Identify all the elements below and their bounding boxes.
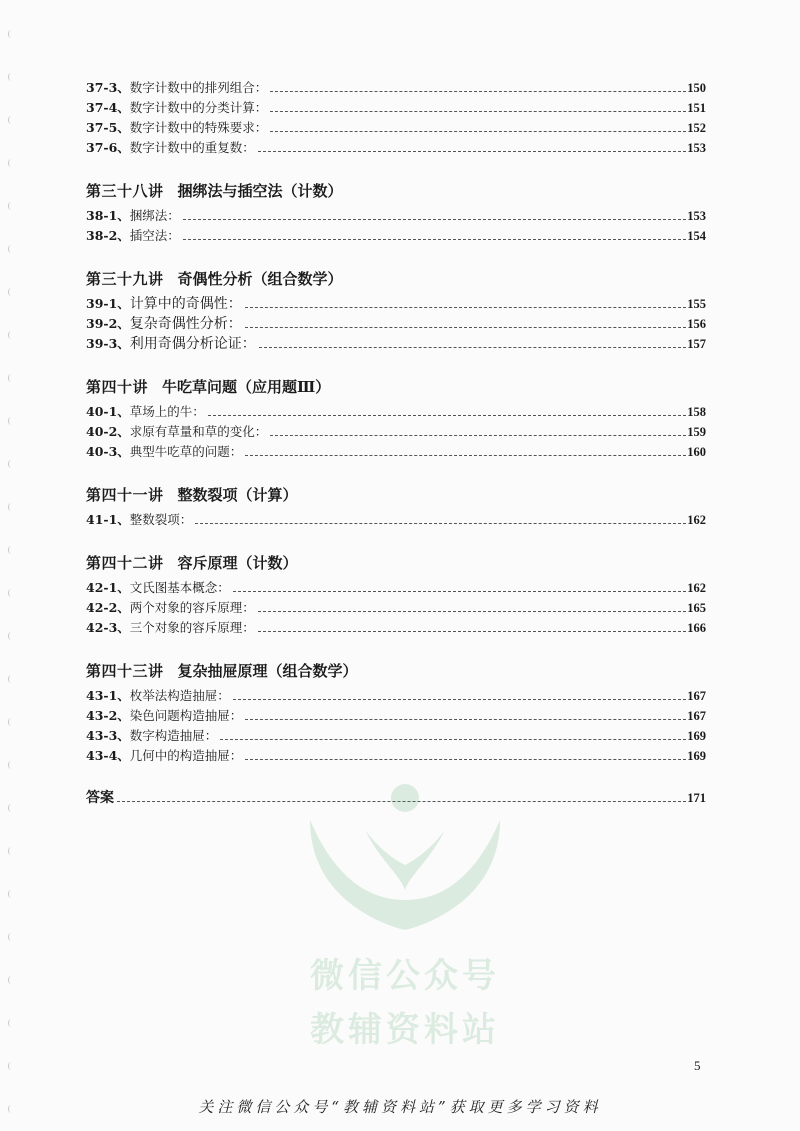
entry-page-number: 152	[687, 121, 706, 135]
toc-entry[interactable]	[86, 98, 706, 118]
toc-entry[interactable]	[86, 726, 706, 746]
entry-number: 43-3、	[86, 728, 130, 743]
entry-number: 43-2、	[86, 708, 130, 723]
toc-entry[interactable]	[86, 78, 706, 98]
toc-entry[interactable]	[86, 206, 706, 226]
entry-number: 41-1、	[86, 512, 130, 527]
toc-section	[86, 78, 706, 158]
entry-number: 39-2、	[86, 316, 130, 331]
binding-hole	[8, 1062, 14, 1070]
binding-hole	[8, 73, 14, 81]
answers-label: 答案	[86, 790, 114, 806]
entry-page-number: 150	[687, 81, 706, 95]
entry-page-number: 153	[687, 141, 706, 155]
entry-page-number: 167	[687, 709, 706, 723]
lecture-heading[interactable]	[86, 550, 706, 576]
entry-title: 染色问题构造抽屉：	[129, 708, 243, 723]
entry-page-number: 158	[687, 405, 706, 419]
lecture-heading[interactable]	[86, 658, 706, 684]
lecture-number: 第三十九讲	[86, 270, 164, 288]
dot-leader	[208, 415, 686, 416]
lecture-title: 奇偶性分析（组合数学）	[177, 270, 343, 288]
dot-leader	[183, 219, 686, 220]
entry-page-number: 169	[687, 729, 706, 743]
binding-hole	[8, 374, 14, 382]
entry-number: 38-2、	[86, 228, 130, 243]
binding-hole	[8, 331, 14, 339]
entry-title: 三个对象的容斥原理：	[129, 620, 255, 635]
toc-entry[interactable]	[86, 422, 706, 442]
answers-page-number: 171	[687, 791, 706, 805]
dot-leader	[195, 523, 686, 524]
lecture-number: 第四十一讲	[86, 486, 164, 504]
binding-hole	[8, 847, 14, 855]
lecture-heading[interactable]	[86, 178, 706, 204]
page-number: 5	[694, 1058, 701, 1073]
watermark-line-1: 微信公众号	[310, 956, 500, 996]
binding-hole	[8, 546, 14, 554]
dot-leader	[258, 151, 686, 152]
entry-page-number: 156	[687, 317, 706, 331]
entry-number: 37-5、	[86, 120, 130, 135]
binding-hole	[8, 976, 14, 984]
binding-hole	[8, 761, 14, 769]
toc-entry[interactable]	[86, 578, 706, 598]
entry-number: 42-1、	[86, 580, 130, 595]
binding-holes	[4, 0, 18, 1131]
entry-number: 42-3、	[86, 620, 130, 635]
binding-hole	[8, 675, 14, 683]
entry-page-number: 162	[687, 581, 706, 595]
entry-number: 37-3、	[86, 80, 130, 95]
lecture-number: 第四十三讲	[86, 662, 164, 680]
toc-entry[interactable]	[86, 618, 706, 638]
entry-page-number: 153	[687, 209, 706, 223]
toc-entry[interactable]	[86, 746, 706, 766]
toc-entry[interactable]	[86, 442, 706, 462]
toc-groups	[86, 78, 706, 766]
entry-title: 整数裂项：	[129, 512, 193, 527]
entry-title: 插空法：	[129, 228, 180, 243]
entry-title: 捆绑法：	[129, 208, 180, 223]
lecture-title: 牛吃草问题（应用题Ⅲ）	[162, 378, 331, 396]
binding-hole	[8, 589, 14, 597]
entry-title: 数字计数中的排列组合：	[129, 80, 268, 95]
toc-entry[interactable]	[86, 294, 706, 314]
dot-leader	[233, 591, 686, 592]
entry-title: 计算中的奇偶性：	[129, 296, 242, 312]
dot-leader	[270, 435, 686, 436]
toc-entry[interactable]	[86, 138, 706, 158]
toc-section	[86, 266, 706, 354]
dot-leader	[233, 699, 686, 700]
footer-note: 关注微信公众号“教辅资料站”获取更多学习资料	[198, 1098, 602, 1116]
lecture-number: 第四十讲	[86, 378, 149, 396]
lecture-number: 第四十二讲	[86, 554, 164, 572]
binding-hole	[8, 30, 14, 38]
lecture-heading[interactable]	[86, 482, 706, 508]
lecture-number: 第三十八讲	[86, 182, 164, 200]
entry-page-number: 166	[687, 621, 706, 635]
binding-hole	[8, 460, 14, 468]
binding-hole	[8, 288, 14, 296]
binding-hole	[8, 804, 14, 812]
entry-title: 数字构造抽屉：	[129, 728, 218, 743]
dot-leader	[258, 631, 686, 632]
toc-section	[86, 482, 706, 530]
entry-title: 利用奇偶分析论证：	[129, 336, 256, 352]
entry-title: 数字计数中的重复数：	[129, 140, 255, 155]
entry-title: 草场上的牛：	[129, 404, 205, 419]
entry-page-number: 167	[687, 689, 706, 703]
entry-number: 40-2、	[86, 424, 130, 439]
entry-number: 38-1、	[86, 208, 130, 223]
lecture-title: 捆绑法与插空法（计数）	[177, 182, 343, 200]
entry-number: 43-1、	[86, 688, 130, 703]
binding-hole	[8, 890, 14, 898]
lecture-title: 复杂抽屉原理（组合数学）	[177, 662, 358, 680]
toc-entry[interactable]	[86, 402, 706, 422]
lecture-heading[interactable]	[86, 374, 706, 400]
lecture-title: 容斥原理（计数）	[177, 554, 298, 572]
toc-section	[86, 550, 706, 638]
dot-leader	[270, 111, 686, 112]
binding-hole	[8, 417, 14, 425]
dot-leader	[245, 759, 686, 760]
entry-title: 复杂奇偶性分析：	[129, 316, 242, 332]
toc-section	[86, 658, 706, 766]
binding-hole	[8, 202, 14, 210]
dot-leader	[259, 347, 686, 348]
binding-hole	[8, 1019, 14, 1027]
dot-leader	[270, 131, 686, 132]
dot-leader	[183, 239, 686, 240]
toc-entry[interactable]	[86, 118, 706, 138]
entry-page-number: 162	[687, 513, 706, 527]
dot-leader	[245, 719, 686, 720]
toc-entry[interactable]	[86, 226, 706, 246]
toc-entry[interactable]	[86, 334, 706, 354]
watermark-line-2: 教辅资料站	[310, 1010, 500, 1050]
entry-page-number: 155	[687, 297, 706, 311]
binding-hole	[8, 116, 14, 124]
binding-hole	[8, 632, 14, 640]
entry-number: 40-3、	[86, 444, 130, 459]
table-of-contents	[86, 78, 706, 810]
dot-leader	[258, 611, 686, 612]
dot-leader	[245, 307, 686, 308]
entry-number: 39-1、	[86, 296, 130, 311]
entry-title: 文氏图基本概念：	[129, 580, 230, 595]
dot-leader	[245, 455, 686, 456]
entry-page-number: 154	[687, 229, 706, 243]
entry-title: 几何中的构造抽屉：	[129, 748, 243, 763]
binding-hole	[8, 245, 14, 253]
entry-number: 37-6、	[86, 140, 130, 155]
entry-title: 典型牛吃草的问题：	[129, 444, 243, 459]
entry-page-number: 151	[687, 101, 706, 115]
dot-leader	[220, 739, 686, 740]
entry-page-number: 159	[687, 425, 706, 439]
toc-section	[86, 178, 706, 246]
binding-hole	[8, 933, 14, 941]
entry-page-number: 160	[687, 445, 706, 459]
entry-title: 数字计数中的特殊要求：	[129, 120, 268, 135]
dot-leader	[245, 327, 686, 328]
toc-entry[interactable]	[86, 706, 706, 726]
entry-title: 求原有草量和草的变化：	[129, 424, 268, 439]
entry-title: 数字计数中的分类计算：	[129, 100, 268, 115]
dot-leader	[270, 91, 686, 92]
toc-entry[interactable]	[86, 686, 706, 706]
entry-title: 两个对象的容斥原理：	[129, 600, 255, 615]
toc-entry[interactable]	[86, 598, 706, 618]
entry-number: 43-4、	[86, 748, 130, 763]
entry-title: 枚举法构造抽屉：	[129, 688, 230, 703]
binding-hole	[8, 503, 14, 511]
watermark-logo	[270, 780, 540, 1080]
toc-entry[interactable]	[86, 510, 706, 530]
toc-section	[86, 374, 706, 462]
entry-page-number: 169	[687, 749, 706, 763]
binding-hole	[8, 718, 14, 726]
entry-number: 40-1、	[86, 404, 130, 419]
entry-page-number: 165	[687, 601, 706, 615]
lecture-title: 整数裂项（计算）	[177, 486, 298, 504]
entry-number: 37-4、	[86, 100, 130, 115]
entry-number: 39-3、	[86, 336, 130, 351]
toc-entry[interactable]	[86, 314, 706, 334]
lecture-heading[interactable]	[86, 266, 706, 292]
sprout-logo-icon	[270, 780, 540, 950]
entry-number: 42-2、	[86, 600, 130, 615]
binding-hole	[8, 159, 14, 167]
entry-page-number: 157	[687, 337, 706, 351]
